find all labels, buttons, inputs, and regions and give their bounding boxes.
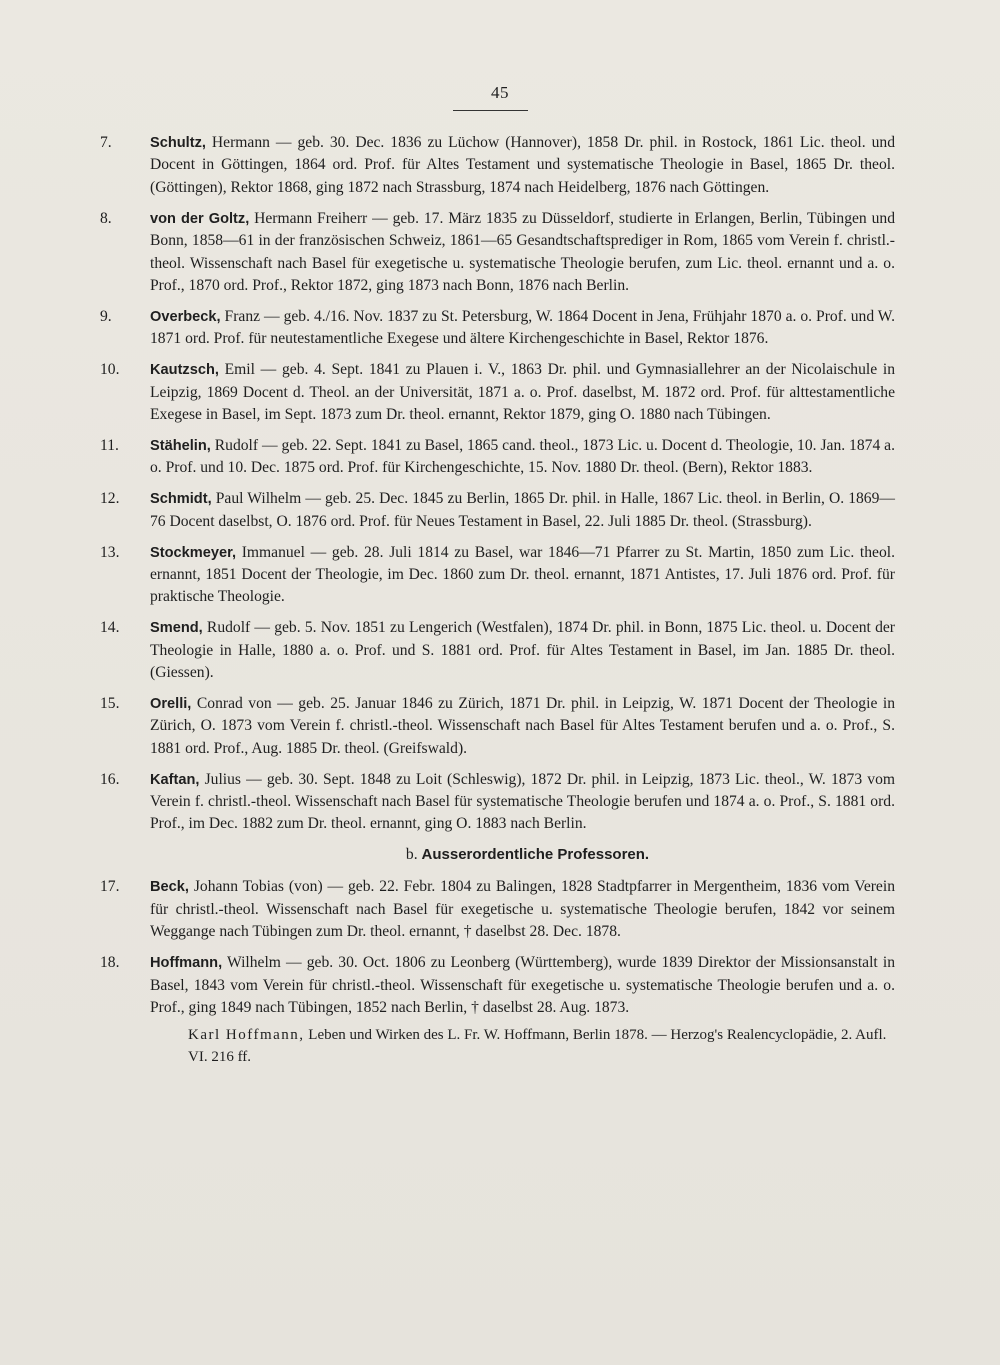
list-item bbox=[100, 132, 895, 199]
list-ordentliche bbox=[100, 132, 895, 836]
entry-number: 17. bbox=[100, 878, 120, 896]
list-item bbox=[100, 542, 895, 609]
faculty-list bbox=[100, 132, 895, 1068]
entry-name: Schmidt, bbox=[150, 491, 212, 508]
entry-name: Kautzsch, bbox=[150, 362, 219, 379]
entry-name: Smend, bbox=[150, 620, 203, 637]
entry-text: Julius — geb. 30. Sept. 1848 zu Loit (Schleswig), 1872 Dr. phil. in Leipzig, 1873 Lic. theol., W. 1873 vom Verein f. christl.-theol. Wissenschaft nach Basel für systematische Theologie berufen und 1874 a. o. Prof., S. 1881 ord. Prof., im Dec. 1882 zum Dr. theol. ernannt, ging O. 1883 nach Berlin. bbox=[150, 770, 895, 833]
entry-text: Johann Tobias (von) — geb. 22. Febr. 1804 zu Balingen, 1828 Stadtpfarrer in Mergentheim, 1836 vom Verein für christl.-theol. Wissenschaft nach Basel für exegetische u. systematische Theologie berufen, 1842 vor seinem Weggange nach Tübingen zum Dr. theol. ernannt, † daselbst 28. Dec. 1878. bbox=[150, 878, 895, 941]
list-item bbox=[100, 488, 895, 533]
entry-number: 16. bbox=[100, 770, 120, 788]
section-prefix: b. bbox=[405, 846, 418, 864]
entry-name: Orelli, bbox=[150, 695, 192, 712]
note-text: Leben und Wirken des L. Fr. W. Hoffmann, Berlin 1878. — Herzog's Realencyclopädie, 2. Aufl. VI. 216 ff. bbox=[188, 1026, 887, 1065]
entry-text: Rudolf — geb. 5. Nov. 1851 zu Lengerich (Westfalen), 1874 Dr. phil. in Bonn, 1875 Lic. theol. u. Docent der Theologie in Halle, 1880 a. o. Prof. und S. 1881 ord. Prof. für Altes Testament in Basel, im Jan. 1885 Dr. theol. (Giessen). bbox=[150, 619, 895, 682]
list-item bbox=[100, 435, 895, 480]
note-author: Karl Hoffmann, bbox=[188, 1026, 305, 1043]
entry-text: Immanuel — geb. 28. Juli 1814 zu Basel, war 1846—71 Pfarrer zu St. Martin, 1850 zum Lic. theol. ernannt, 1851 Docent der Theologie, im Dec. 1860 zum Dr. theol. ernannt, 1871 Antistes, 17. Juli 1876 ord. Prof. für praktische Theologie. bbox=[150, 543, 895, 606]
entry-number: 7. bbox=[100, 134, 112, 151]
page-number: 45 bbox=[491, 83, 509, 102]
list-item bbox=[100, 208, 895, 298]
entry-text: Emil — geb. 4. Sept. 1841 zu Plauen i. V., 1863 Dr. phil. und Gymnasiallehrer an der Nicolaischule in Leipzig, 1869 Docent d. Theol. an der Universität, 1871 a. o. Prof. daselbst, M. 1872 ord. Prof. für alttestamentliche Exegese in Basel, im Sept. 1873 zum Dr. theol. ernannt, Rektor 1879, ging O. 1880 nach Tübingen. bbox=[150, 361, 895, 423]
entry-name: Schultz, bbox=[150, 135, 206, 151]
entry-number: 13. bbox=[100, 543, 120, 561]
entry-number: 8. bbox=[100, 209, 112, 227]
entry-text: Franz — geb. 4./16. Nov. 1837 zu St. Petersburg, W. 1864 Docent in Jena, Frühjahr 1870 a. o. Prof. und W. 1871 ord. Prof. für neutestamentliche Exegese und ältere Kirchengeschichte in Basel, Rektor 1876. bbox=[150, 307, 895, 348]
entry-text: Wilhelm — geb. 30. Oct. 1806 zu Leonberg (Württemberg), wurde 1839 Direktor der Missionsanstalt in Basel, 1843 vom Verein für christl.-theol. Wissenschaft für exegetische u. systematische Theologie berufen und a. o. Prof., ging 1849 nach Tübingen, 1852 nach Berlin, † daselbst 28. Aug. 1873. bbox=[150, 954, 895, 1016]
list-item bbox=[100, 359, 895, 426]
entry-name: Stähelin, bbox=[150, 437, 211, 454]
entry-number: 12. bbox=[100, 490, 120, 508]
entry-number: 14. bbox=[100, 619, 120, 637]
header-rule bbox=[453, 110, 528, 111]
list-item bbox=[100, 769, 895, 836]
list-item bbox=[100, 693, 895, 760]
entry-text: Paul Wilhelm — geb. 25. Dec. 1845 zu Berlin, 1865 Dr. phil. in Halle, 1867 Lic. theol. in Berlin, O. 1869—76 Docent daselbst, O. 1876 ord. Prof. für Neues Testament in Basel, 22. Juli 1885 Dr. theol. (Strassburg). bbox=[150, 490, 895, 530]
entry-text: Rudolf — geb. 22. Sept. 1841 zu Basel, 1865 cand. theol., 1873 Lic. u. Docent d. Theologie, 10. Jan. 1874 a. o. Prof. und 10. Dec. 1875 ord. Prof. für Kirchengeschichte, 15. Nov. 1880 Dr. theol. (Bern), Rektor 1883. bbox=[150, 436, 895, 477]
entry-number: 10. bbox=[100, 361, 120, 379]
entry-name: Hoffmann, bbox=[150, 955, 223, 972]
entry-name: Stockmeyer, bbox=[150, 544, 236, 561]
entry-number: 9. bbox=[100, 307, 112, 325]
section-heading bbox=[100, 844, 895, 866]
entry-text: Hermann — geb. 30. Dec. 1836 zu Lüchow (Hannover), 1858 Dr. phil. in Rostock, 1861 Lic. theol. und Docent in Göttingen, 1864 ord. Prof. für Altes Testament und systematische Theologie in Basel, 1865 Dr. theol. (Göttingen), Rektor 1868, ging 1872 nach Strassburg, 1874 nach Heidelberg, 1876 nach Göttingen. bbox=[150, 134, 895, 196]
entry-text: Conrad von — geb. 25. Januar 1846 zu Zürich, 1871 Dr. phil. in Leipzig, W. 1871 Docent der Theologie in Zürich, O. 1873 vom Verein f. christl.-theol. Wissenschaft nach Basel für Altes Testament berufen und a. o. Prof., S. 1881 ord. Prof., Aug. 1885 Dr. theol. (Greifswald). bbox=[150, 694, 895, 757]
entry-name: Kaftan, bbox=[150, 771, 200, 788]
entry-name: Beck, bbox=[150, 879, 189, 896]
list-ausserordentliche bbox=[100, 876, 895, 1019]
entry-number: 11. bbox=[100, 436, 119, 454]
section-title: Ausserordentliche Professoren. bbox=[421, 846, 650, 864]
entry-number: 18. bbox=[100, 954, 120, 972]
entry-number: 15. bbox=[100, 694, 120, 712]
list-item bbox=[100, 952, 895, 1019]
entry-text: Hermann Freiherr — geb. 17. März 1835 zu Düsseldorf, studierte in Erlangen, Berlin, Tübingen und Bonn, 1858—61 in der französischen Schweiz, 1861—65 Gesandtschaftsprediger in Rom, 1865 vom Verein f. christl.-theol. Wissenschaft nach Basel für exegetische u. systematische Theologie berufen, zum Lic. theol. ernannt und a. o. Prof., 1870 ord. Prof., Rektor 1872, ging 1873 nach Bonn, 1876 nach Berlin. bbox=[150, 209, 895, 294]
list-item bbox=[100, 876, 895, 943]
entry-name: Overbeck, bbox=[150, 308, 221, 325]
list-item bbox=[100, 617, 895, 684]
entry-name: von der Goltz, bbox=[150, 210, 250, 227]
bibliographic-note bbox=[100, 1024, 895, 1068]
list-item bbox=[100, 306, 895, 351]
